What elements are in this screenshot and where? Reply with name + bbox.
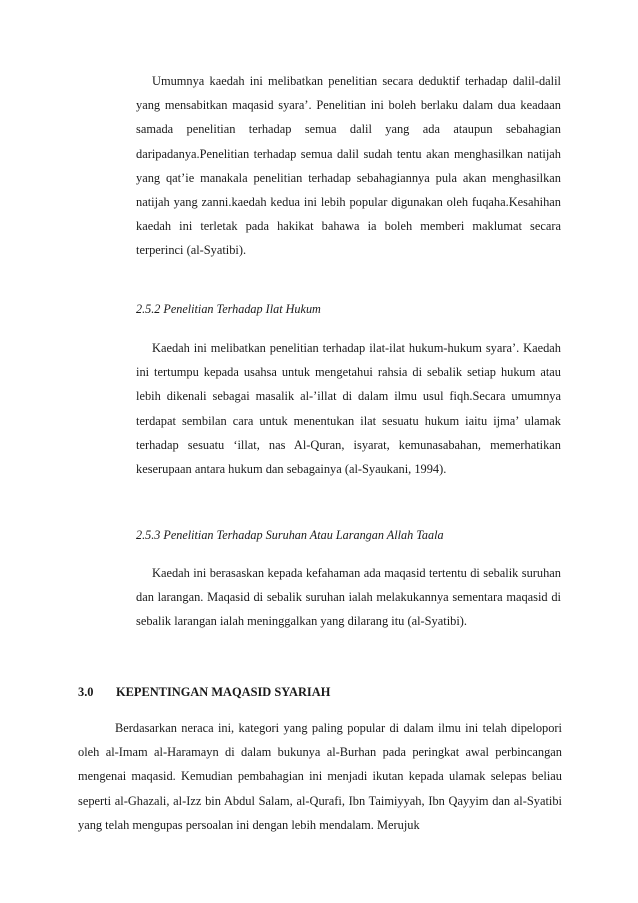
section-3-0-number: 3.0 <box>78 685 94 699</box>
section-3-0-title: KEPENTINGAN MAQASID SYARIAH <box>116 685 331 699</box>
section-2-5-3-heading: 2.5.3 Penelitian Terhadap Suruhan Atau Larangan Allah Taala <box>136 528 444 542</box>
section-3-0-heading <box>78 685 330 700</box>
section-2-5-3-body: Kaedah ini berasaskan kepada kefahaman ada maqasid tertentu di sebalik suruhan dan larangan. Maqasid di sebalik suruhan ialah melakukannya sementara maqasid di sebalik larangan ialah meninggalkan yang dilarang itu (al-Syatibi). <box>136 566 561 629</box>
section-3-0-body: Berdasarkan neraca ini, kategori yang paling popular di dalam ilmu ini telah dipelopori oleh al-Imam al-Haramayn di dalam bukunya al-Burhan pada peringkat awal perbincangan mengenai maqasid. Kemudian pembahagian ini menjadi ikutan kepada ulamak selepas beliau seperti al-Ghazali, al-Izz bin Abdul Salam, al-Qurafi, Ibn Taimiyyah, Ibn Qayyim dan al-Syatibi yang telah mengupas persoalan ini dengan lebih mendalam. Merujuk <box>78 721 562 832</box>
paragraph-kaedah-umum: Umumnya kaedah ini melibatkan penelitian secara deduktif terhadap dalil-dalil yang mensabitkan maqasid syara’. Penelitian ini boleh berlaku dalam dua keadaan samada penelitian terhadap semua dalil yang ada ataupun sebahagian daripadanya.Penelitian terhadap semua dalil sudah tentu akan menghasilkan natijah yang qat’ie manakala penelitian terhadap sebahagiannya pula akan menghasilkan natijah yang zanni.kaedah kedua ini lebih popular digunakan oleh fuqaha.Kesahihan kaedah ini terletak pada hakikat bahawa ia boleh memberi maklumat secara terperinci (al-Syatibi). <box>136 74 561 258</box>
section-2-5-2-body: Kaedah ini melibatkan penelitian terhadap ilat-ilat hukum-hukum syara’. Kaedah ini tertumpu kepada usahsa untuk mengetahui rahsia di sebalik setiap hukum atau lebih dikenali sebagai masalik al-’illat di dalam ilmu usul fiqh.Secara umumnya terdapat sembilan cara untuk menentukan ilat sesuatu hukum iaitu ijma’ ulamak terhadap sesuatu ‘illat, nas Al-Quran, isyarat, kemunasabahan, memerhatikan keserupaan antara hukum dan sebagainya (al-Syaukani, 1994). <box>136 341 561 477</box>
section-2-5-2-heading: 2.5.2 Penelitian Terhadap Ilat Hukum <box>136 302 321 316</box>
